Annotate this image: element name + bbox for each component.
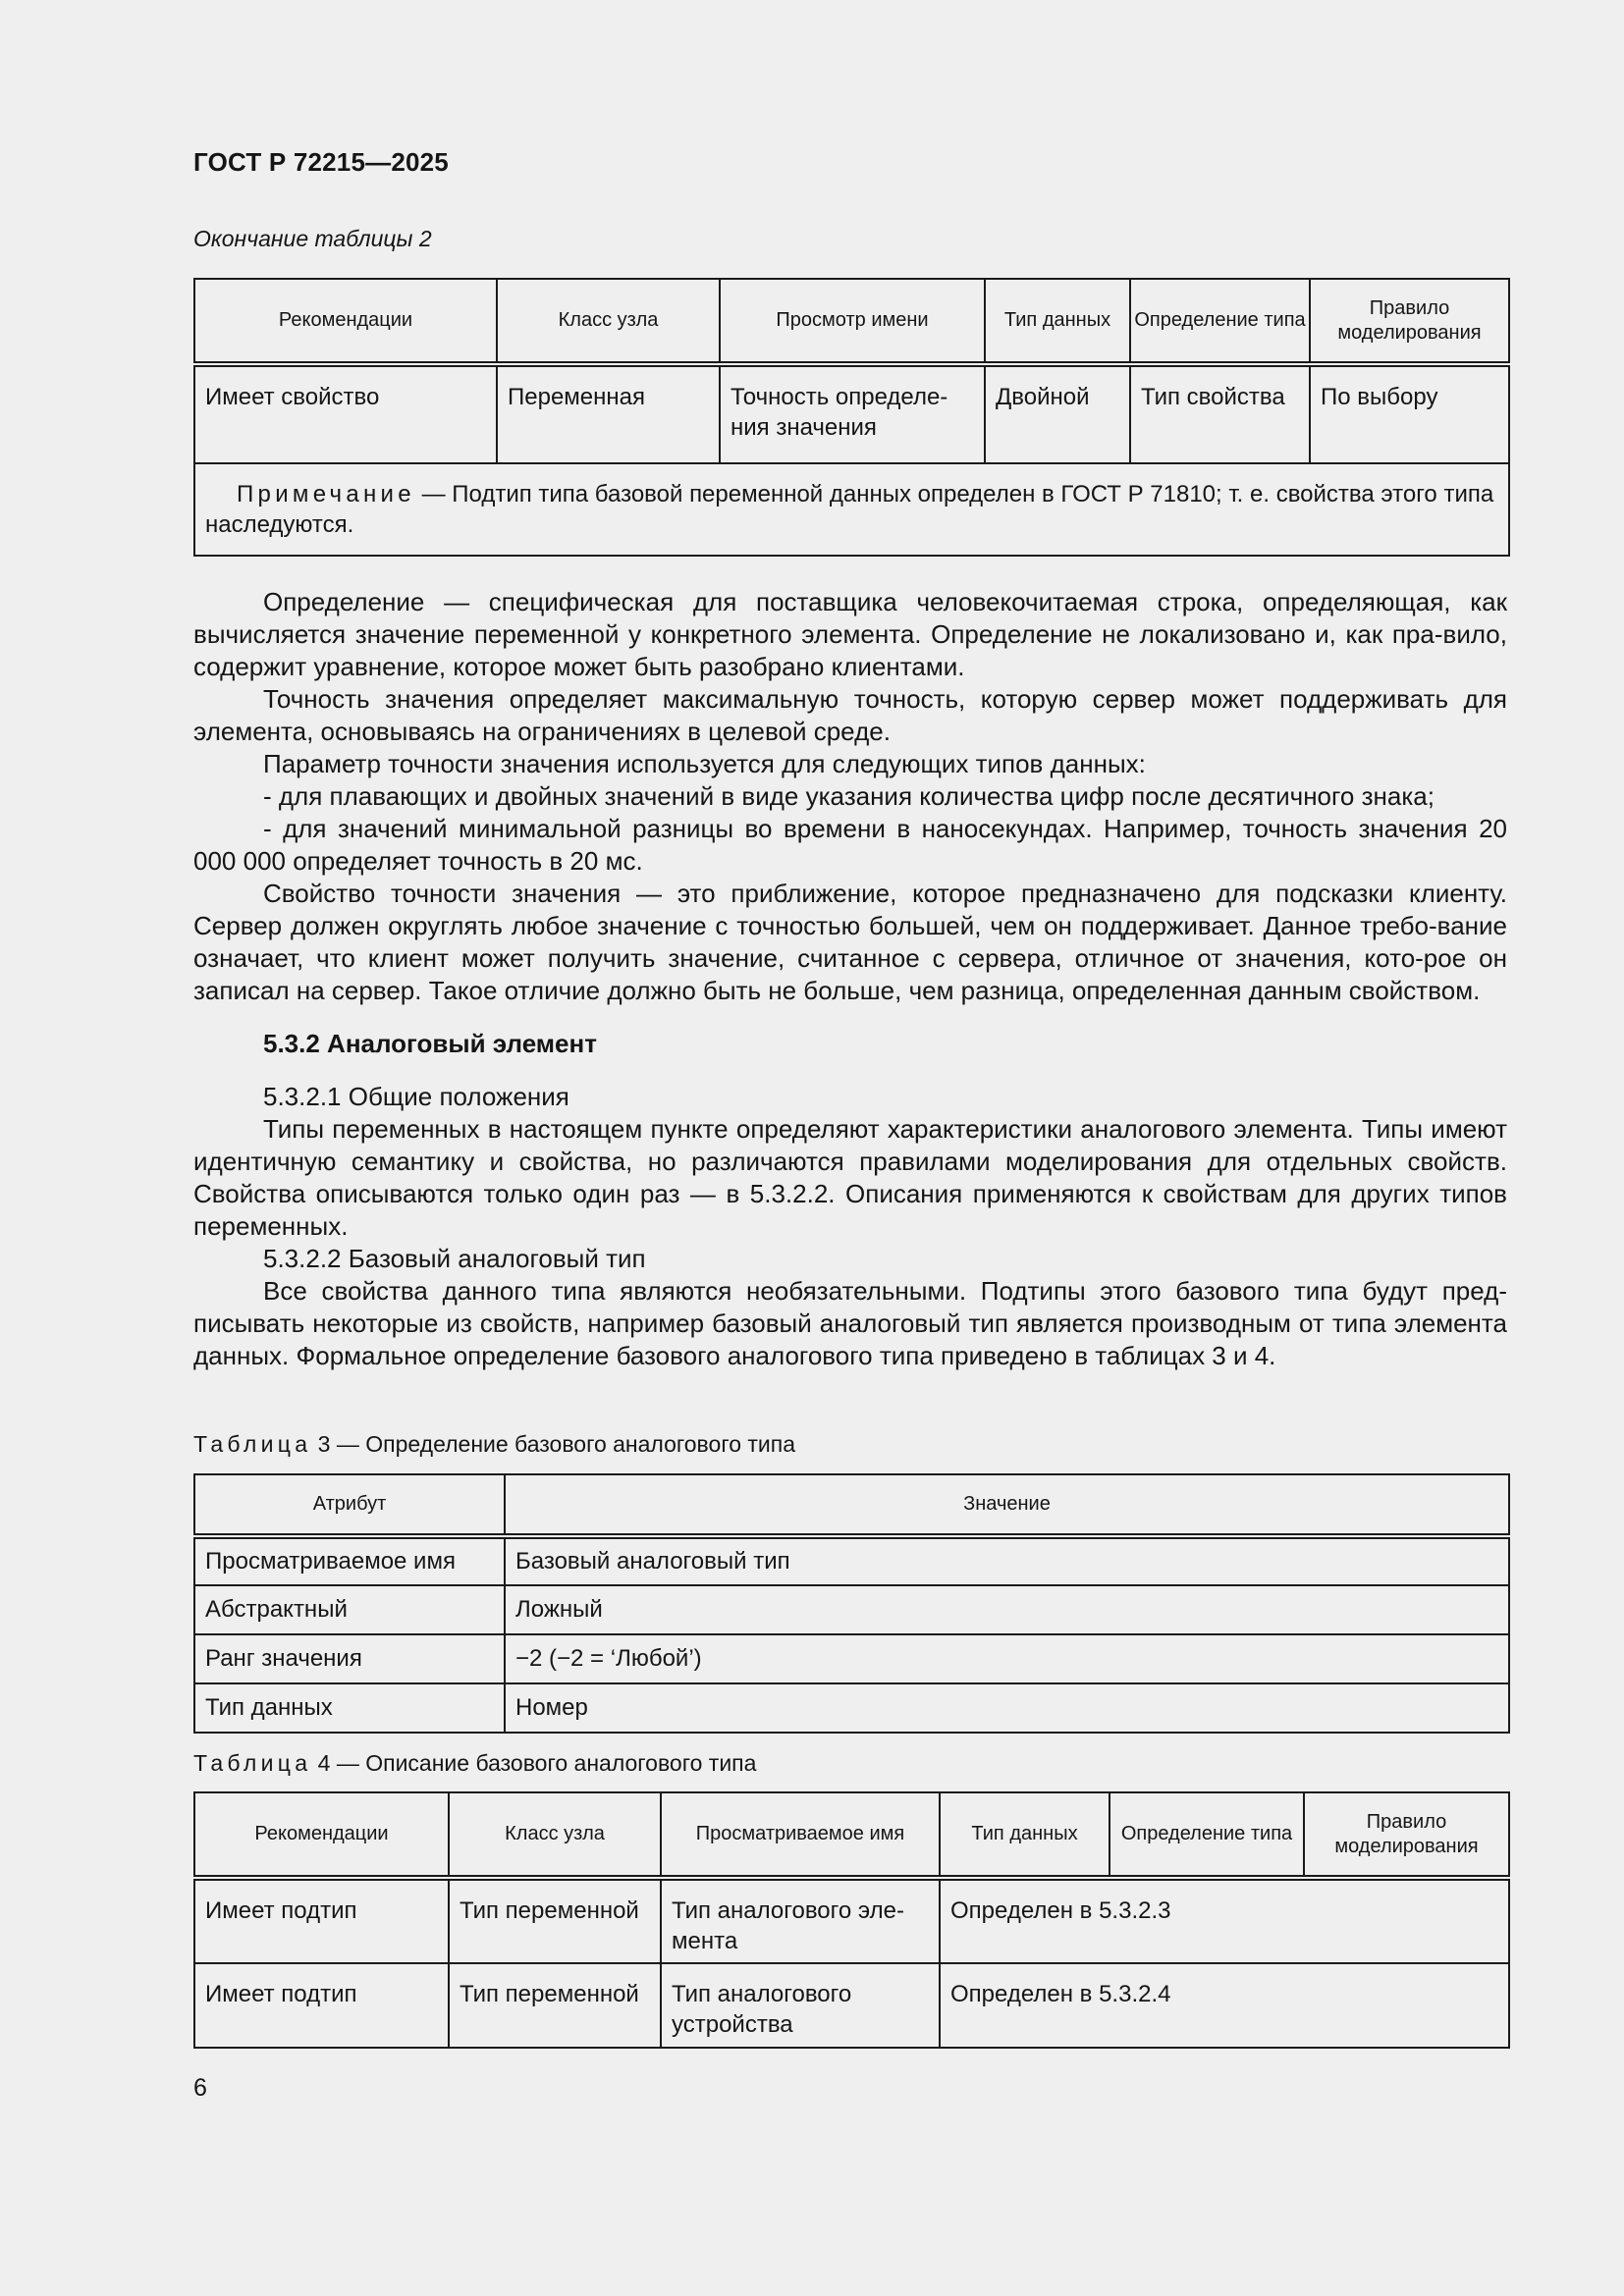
table-header-row [194,1792,1509,1878]
column-header: Рекомендации [194,279,497,364]
paragraph: Свойство точности значения — это приближение, которое предназначено для подсказки клиенту. Сервер должен округлять любое значение с точностью большей, чем он поддерживает. Данное требо-вание означает, что клиент может получить значение, считанное с сервера, отличное от значения, кото-рое он записал на сервер. Такое отличие должно быть не больше, чем разница, определенная данным свойством. [193,879,1507,1005]
column-header: Класс узла [497,279,720,364]
paragraph: Определение — специфическая для поставщика человекочитаемая строка, определяющая, как вычисляется значение переменной у конкретного элемента. Определение не локализовано и, как пра-вило, содержит уравнение, которое может быть разобрано клиентами. [193,587,1507,681]
column-header: Просмотр имени [720,279,985,364]
paragraph: Параметр точности значения используется для следующих типов данных: [263,749,1146,778]
table-row [194,364,1509,463]
table-cell: Базовый аналоговый тип [505,1536,1509,1585]
column-header: Правило моделирования [1304,1792,1509,1878]
body-text [193,586,1507,1372]
column-header: Правило моделирования [1310,279,1509,364]
table-cell: Абстрактный [194,1585,505,1634]
subsection-heading: 5.3.2.1 Общие положения [263,1082,569,1111]
table-cell: Имеет свойство [194,364,497,463]
column-header: Значение [505,1474,1509,1536]
column-header: Просматриваемое имя [661,1792,940,1878]
table-row [194,1683,1509,1733]
table-cell: Ложный [505,1585,1509,1634]
caption-label: Таблица [193,1750,312,1776]
list-item: - для плавающих и двойных значений в виде указания количества цифр после десятичного знака; [263,781,1435,811]
page-number: 6 [193,2074,207,2102]
table-row [194,1963,1509,2047]
column-header: Определение типа [1110,1792,1304,1878]
column-header: Тип данных [985,279,1130,364]
table-cell: Тип аналогового устройства [661,1963,940,2047]
paragraph: Типы переменных в настоящем пункте определяют характеристики аналогового элемента. Типы имеют идентичную семантику и свойства, но различаются правилами моделирования для отдельных свойств. Свойства описываются только один раз — в 5.3.2.2. Описания применяются к свойствам для других типов переменных. [193,1114,1507,1241]
table-cell: Просматриваемое имя [194,1536,505,1585]
table-cell: Номер [505,1683,1509,1733]
table-row [194,1634,1509,1683]
caption-label: Таблица [193,1431,312,1457]
table-3 [193,1473,1510,1734]
table-cell: −2 (−2 = ‘Любой’) [505,1634,1509,1683]
table-note [194,463,1509,556]
table-cell: Определен в 5.3.2.3 [940,1878,1509,1963]
table-cell: Определен в 5.3.2.4 [940,1963,1509,2047]
document-header: ГОСТ Р 72215—2025 [193,147,449,177]
table-cell: Ранг значения [194,1634,505,1683]
note-text: — Подтип типа базовой переменной данных определен в ГОСТ Р 71810; т. е. свойства этого типа наследуются. [205,481,1494,538]
note-label: Примечание [237,481,415,507]
caption-text: 3 — Определение базового аналогового типа [311,1431,796,1457]
table-cell: Тип переменной [449,1878,661,1963]
subsection-heading: 5.3.2.2 Базовый аналоговый тип [263,1244,646,1273]
table-cell: Переменная [497,364,720,463]
table-header-row [194,279,1509,364]
paragraph: Все свойства данного типа являются необязательными. Подтипы этого базового типа будут пред-писывать некоторые из свойств, например базовый аналоговый тип является производным от типа элемента данных. Формальное определение базового аналогового типа приведено в таблицах 3 и 4. [193,1276,1507,1370]
table-row [194,1878,1509,1963]
table-4-caption [193,1750,756,1777]
table-cell: Точность определе-ния значения [720,364,985,463]
table-cell: Имеет подтип [194,1878,449,1963]
table-3-caption [193,1431,795,1458]
table-cell: Тип свойства [1130,364,1310,463]
list-item: - для значений минимальной разницы во времени в наносекундах. Например, точность значения 20 000 000 определяет точность в 20 мс. [193,814,1507,876]
column-header: Тип данных [940,1792,1110,1878]
table-cell: Тип данных [194,1683,505,1733]
table-cell: Тип аналогового эле-мента [661,1878,940,1963]
table-continuation-label: Окончание таблицы 2 [193,226,432,251]
column-header: Класс узла [449,1792,661,1878]
section-heading: 5.3.2 Аналоговый элемент [263,1029,597,1058]
column-header: Атрибут [194,1474,505,1536]
table-cell: Тип переменной [449,1963,661,2047]
table-cell: Имеет подтип [194,1963,449,2047]
table-4 [193,1791,1510,2049]
table-note-row [194,463,1509,556]
table-row [194,1536,1509,1585]
table-cell: По выбору [1310,364,1509,463]
table-cell: Двойной [985,364,1130,463]
table-row [194,1585,1509,1634]
caption-text: 4 — Описание базового аналогового типа [311,1750,757,1776]
table-header-row [194,1474,1509,1536]
column-header: Определение типа [1130,279,1310,364]
column-header: Рекомендации [194,1792,449,1878]
paragraph: Точность значения определяет максимальную точность, которую сервер может поддерживать для элемента, основываясь на ограничениях в целевой среде. [193,684,1507,746]
table-2 [193,278,1510,557]
